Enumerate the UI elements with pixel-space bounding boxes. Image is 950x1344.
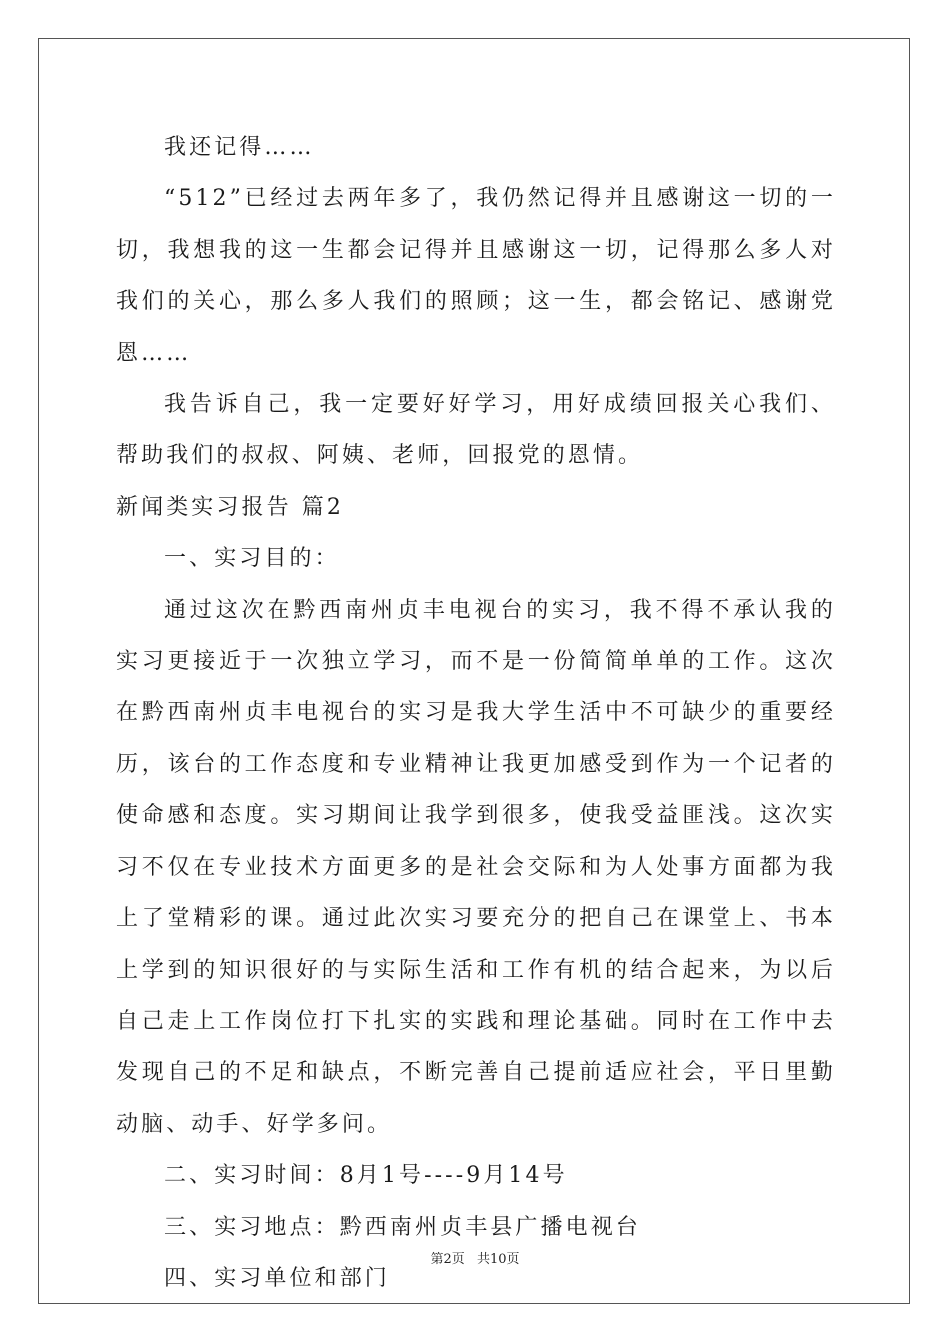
paragraph: 一、实习目的： (164, 546, 340, 572)
section-heading: 新闻类实习报告 篇2 (116, 494, 344, 520)
paragraph: 三、实习地点：黔西南州贞丰县广播电视台 (164, 1214, 641, 1240)
page-number: 第2页 (430, 1252, 465, 1267)
paragraph: 四、实习单位和部门 (164, 1265, 390, 1291)
document-body (116, 122, 836, 1304)
paragraph: 二、实习时间：8月1号----9月14号 (164, 1163, 568, 1189)
paragraph: “512”已经过去两年多了，我仍然记得并且感谢这一切的一切，我想我的这一生都会记得并且感谢这一切，记得那么多人对我们的关心，那么多人我们的照顾；这一生，都会铭记、感谢党恩…… (116, 186, 836, 366)
page-total: 共10页 (476, 1252, 520, 1267)
paragraph: 我告诉自己，我一定要好好学习，用好成绩回报关心我们、帮助我们的叔叔、阿姨、老师，回报党的恩情。 (116, 392, 836, 469)
page-footer (0, 1248, 950, 1267)
paragraph: 通过这次在黔西南州贞丰电视台的实习，我不得不承认我的实习更接近于一次独立学习，而不是一份简简单单的工作。这次在黔西南州贞丰电视台的实习是我大学生活中不可缺少的重要经历，该台的工作态度和专业精神让我更加感受到作为一个记者的使命感和态度。实习期间让我学到很多，使我受益匪浅。这次实习不仅在专业技术方面更多的是社会交际和为人处事方面都为我上了堂精彩的课。通过此次实习要充分的把自己在课堂上、书本上学到的知识很好的与实际生活和工作有机的结合起来，为以后自己走上工作岗位打下扎实的实践和理论基础。同时在工作中去发现自己的不足和缺点，不断完善自己提前适应社会，平日里勤动脑、动手、好学多问。 (116, 597, 836, 1137)
paragraph: 我还记得…… (164, 135, 315, 160)
